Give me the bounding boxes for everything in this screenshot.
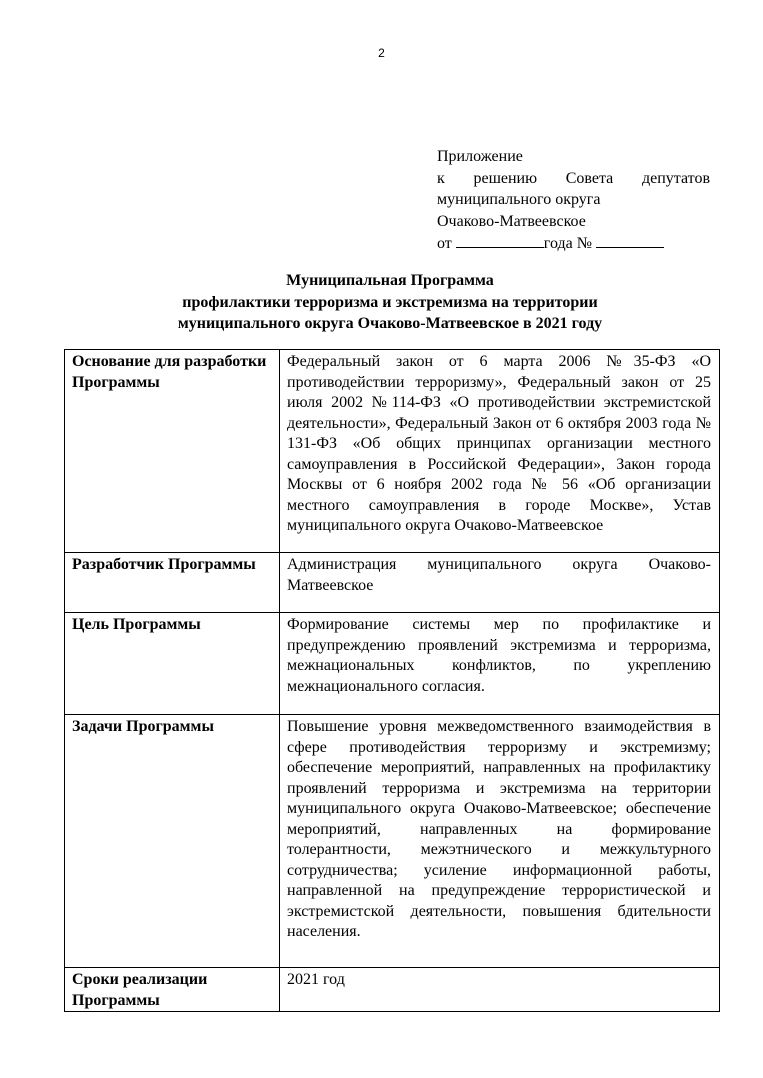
title-line-1: Муниципальная Программа <box>286 272 494 289</box>
row-label: Задачи Программы <box>65 715 280 968</box>
appendix-line-3: муниципального округа <box>437 191 601 208</box>
title-line-2: профилактики терроризма и экстремизма на территории <box>182 293 598 311</box>
appendix-line-2: к решению Совета депутатов <box>437 169 710 187</box>
table-row <box>65 715 720 968</box>
row-value: Повышение уровня межведомственного взаимодействия в сфере противодействия терроризму и экстремизму; обеспечение мероприятий, направленных на профилактику проявлений терроризма и экстремизма на территории муниципального округа Очаково-Матвеевское; обеспечение мероприятий, направленных на формирование толерантности, межэтнического и межкультурного сотрудничества; усиление информационной работы, направленной на предупреждение террористической и экстремистской деятельности, повышения бдительности населения. <box>280 715 720 968</box>
row-value: Формирование системы мер по профилактике и предупреждению проявлений экстремизма и терроризма, межнациональных конфликтов, по укреплению межнационального согласия. <box>280 613 720 715</box>
row-label: Разработчик Программы <box>65 553 280 613</box>
appendix-line-5 <box>437 232 710 255</box>
date-prefix: от <box>437 235 456 252</box>
row-value: Федеральный закон от 6 марта 2006 №35-ФЗ «О противодействии терроризму», Федеральный закон от 25 июля 2002 №114-ФЗ «О противодействии экстремистской деятельности», Федеральный Закон от 6 октября 2003 года № 131-ФЗ «Об общих принципах организации местного самоуправления в Российской Федерации», Закон города Москвы от 6 ноября 2002 года № 56 «Об организации местного самоуправления в городе Москве», Устав муниципального округа Очаково-Матвеевское <box>280 350 720 553</box>
year-number-label: года № <box>543 235 596 252</box>
row-label: Основание для разработки Программы <box>65 350 280 553</box>
page-number: 2 <box>378 46 385 60</box>
table-row <box>65 613 720 715</box>
appendix-line-1: Приложение <box>437 148 523 165</box>
table-row <box>65 968 720 1012</box>
row-label: Сроки реализации Программы <box>65 968 280 1012</box>
row-value: Администрация муниципального округа Очаково-Матвеевское <box>280 553 720 613</box>
title-line-3: муниципального округа Очаково-Матвеевское в 2021 году <box>177 315 603 332</box>
date-blank <box>456 232 544 248</box>
table-row <box>65 553 720 613</box>
program-passport-table <box>64 349 720 1012</box>
number-blank <box>596 232 664 248</box>
row-label: Цель Программы <box>65 613 280 715</box>
row-value: 2021 год <box>280 968 720 1012</box>
table-row <box>65 350 720 553</box>
appendix-block <box>437 146 710 255</box>
appendix-line-4: Очаково-Матвеевское <box>437 212 586 230</box>
document-title <box>0 270 763 335</box>
